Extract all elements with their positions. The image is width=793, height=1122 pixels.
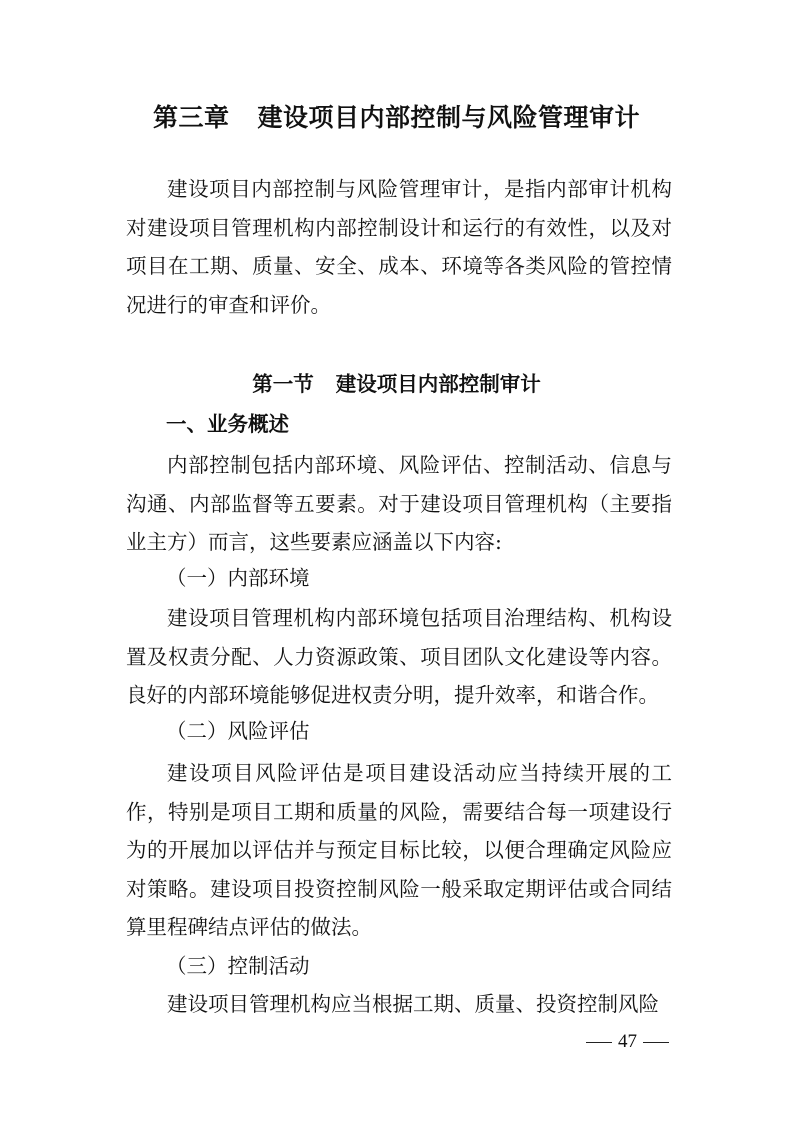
chapter-number: 第三章 (152, 103, 230, 132)
page-number-value: 47 (618, 1031, 637, 1052)
section-number: 第一节 (252, 372, 314, 396)
item2-paragraph: 建设项目风险评估是项目建设活动应当持续开展的工作，特别是项目工期和质量的风险，需要结合每一项建设行为的开展加以评估并与预定目标比较，以便合理确定风险应对策略。建设项目投资控制风险一般采取定期评估或合同结算里程碑结点评估的做法。 (126, 761, 672, 939)
item1-heading: （一）内部环境 (166, 566, 310, 590)
item2-heading: （二）风险评估 (166, 719, 310, 743)
page-number (580, 1030, 675, 1054)
page-number-dash-right (643, 1042, 669, 1043)
intro-paragraph: 建设项目内部控制与风险管理审计，是指内部审计机构对建设项目管理机构内部控制设计和运行的有效性，以及对项目在工期、质量、安全、成本、环境等各类风险的管控情况进行的审查和评价。 (126, 177, 672, 317)
section-name: 建设项目内部控制审计 (335, 372, 541, 396)
chapter-name: 建设项目内部控制与风险管理审计 (257, 103, 641, 132)
chapter-title (0, 100, 793, 136)
item3-paragraph: 建设项目管理机构应当根据工期、质量、投资控制风险 (167, 992, 659, 1016)
page-number-dash-left (586, 1042, 612, 1043)
section-title (0, 369, 793, 399)
part1-heading: 一、业务概述 (166, 412, 289, 436)
item1-paragraph: 建设项目管理机构内部环境包括项目治理结构、机构设置及权责分配、人力资源政策、项目团队文化建设等内容。良好的内部环境能够促进权责分明，提升效率，和谐合作。 (126, 606, 672, 707)
part1-paragraph: 内部控制包括内部环境、风险评估、控制活动、信息与沟通、内部监督等五要素。对于建设项目管理机构（主要指业主方）而言，这些要素应涵盖以下内容: (126, 453, 672, 554)
item3-heading: （三）控制活动 (166, 954, 310, 978)
